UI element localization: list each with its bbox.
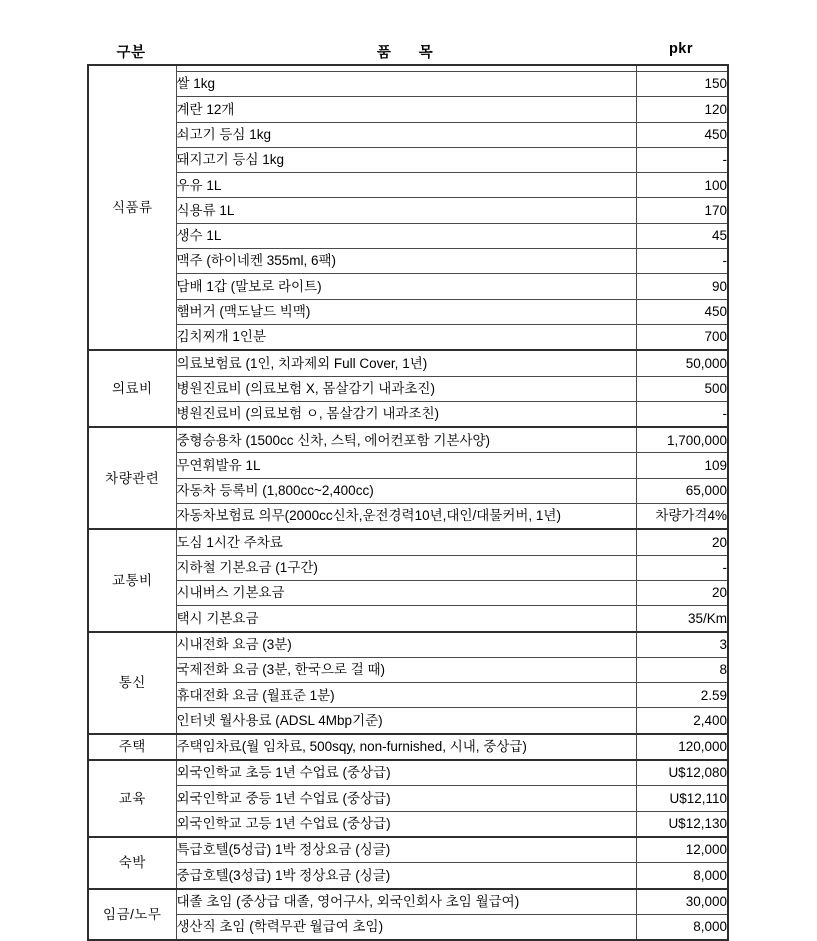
item-cell: 병원진료비 (의료보험 X, 몸살감기 내과초진) — [176, 376, 636, 401]
value-cell: 450 — [636, 122, 728, 147]
value-cell: 2.59 — [636, 683, 728, 708]
item-cell: 쇠고기 등심 1kg — [176, 122, 636, 147]
table-row — [88, 453, 728, 478]
item-cell: 시내버스 기본요금 — [176, 580, 636, 605]
table-row — [88, 889, 728, 915]
item-cell: 생산직 초임 (학력무관 월급여 초임) — [176, 914, 636, 940]
table-column-headers — [87, 41, 727, 62]
category-cell: 교통비 — [88, 529, 176, 631]
price-table — [87, 64, 729, 941]
table-row — [88, 786, 728, 811]
item-cell: 무연휘발유 1L — [176, 453, 636, 478]
table-row — [88, 734, 728, 760]
item-cell: 휴대전화 요금 (월표준 1분) — [176, 683, 636, 708]
value-cell: 150 — [636, 72, 728, 97]
category-cell: 식품류 — [88, 65, 176, 350]
item-cell: 지하철 기본요금 (1구간) — [176, 555, 636, 580]
value-cell: 8,000 — [636, 863, 728, 889]
category-cell: 의료비 — [88, 350, 176, 427]
table-row — [88, 837, 728, 863]
table-row — [88, 350, 728, 376]
table-row — [88, 555, 728, 580]
category-cell: 차량관련 — [88, 427, 176, 529]
value-cell: 65,000 — [636, 478, 728, 503]
value-cell: 45 — [636, 223, 728, 248]
table-row — [88, 401, 728, 427]
item-cell: 돼지고기 등심 1kg — [176, 147, 636, 172]
item-cell: 도심 1시간 주차료 — [176, 529, 636, 555]
item-cell: 시내전화 요금 (3분) — [176, 632, 636, 658]
item-cell: 중급호텔(3성급) 1박 정상요금 (싱글) — [176, 863, 636, 889]
item-cell: 외국인학교 중등 1년 수업료 (중상급) — [176, 786, 636, 811]
header-currency: pkr — [668, 41, 694, 57]
item-cell: 외국인학교 고등 1년 수업료 (중상급) — [176, 811, 636, 837]
value-cell: - — [636, 401, 728, 427]
value-cell: 500 — [636, 376, 728, 401]
item-cell: 택시 기본요금 — [176, 606, 636, 632]
item-cell: 햄버거 (맥도날드 빅맥) — [176, 299, 636, 324]
table-row — [88, 811, 728, 837]
table-row — [88, 147, 728, 172]
value-cell: U$12,130 — [636, 811, 728, 837]
item-cell: 맥주 (하이네켄 355ml, 6팩) — [176, 249, 636, 274]
value-cell: - — [636, 147, 728, 172]
table-row — [88, 122, 728, 147]
table-row — [88, 863, 728, 889]
table-row — [88, 299, 728, 324]
table-row — [88, 683, 728, 708]
value-cell: 12,000 — [636, 837, 728, 863]
table-row — [88, 376, 728, 401]
item-cell: 담배 1갑 (말보로 라이트) — [176, 274, 636, 299]
value-cell: 차량가격4% — [636, 504, 728, 530]
category-cell: 교육 — [88, 760, 176, 837]
item-cell: 주택임차료(월 임차료, 500sqy, non-furnished, 시내, 중상급) — [176, 734, 636, 760]
value-cell: 700 — [636, 324, 728, 350]
category-cell: 임금/노무 — [88, 889, 176, 941]
item-cell: 자동차 등록비 (1,800cc~2,400cc) — [176, 478, 636, 503]
item-cell: 병원진료비 (의료보험 ㅇ, 몸살감기 내과조친) — [176, 401, 636, 427]
item-cell: 생수 1L — [176, 223, 636, 248]
table-row — [88, 580, 728, 605]
table-row — [88, 324, 728, 350]
value-cell: 20 — [636, 580, 728, 605]
item-cell: 쌀 1kg — [176, 72, 636, 97]
header-category: 구분 — [116, 45, 146, 61]
value-cell: 2,400 — [636, 708, 728, 734]
item-cell: 특급호텔(5성급) 1박 정상요금 (싱글) — [176, 837, 636, 863]
item-cell: 외국인학교 초등 1년 수업료 (중상급) — [176, 760, 636, 786]
value-cell: - — [636, 555, 728, 580]
item-cell: 의료보험료 (1인, 치과제외 Full Cover, 1년) — [176, 350, 636, 376]
value-cell: U$12,080 — [636, 760, 728, 786]
value-cell: 450 — [636, 299, 728, 324]
item-cell: 식용류 1L — [176, 198, 636, 223]
table-row — [88, 708, 728, 734]
value-cell: 20 — [636, 529, 728, 555]
table-row — [88, 606, 728, 632]
category-cell: 통신 — [88, 632, 176, 734]
table-row — [88, 427, 728, 453]
table-row — [88, 72, 728, 97]
value-cell: 50,000 — [636, 350, 728, 376]
value-cell: 120,000 — [636, 734, 728, 760]
value-cell: - — [636, 249, 728, 274]
value-cell: 35/Km — [636, 606, 728, 632]
value-cell: 1,700,000 — [636, 427, 728, 453]
value-cell: 170 — [636, 198, 728, 223]
table-row — [88, 657, 728, 682]
item-cell: 자동차보험료 의무(2000cc신차,운전경력10년,대인/대물커버, 1년) — [176, 504, 636, 530]
value-cell: U$12,110 — [636, 786, 728, 811]
item-cell: 대졸 초임 (중상급 대졸, 영어구사, 외국인회사 초임 월급여) — [176, 889, 636, 915]
table-row — [88, 223, 728, 248]
table-row — [88, 478, 728, 503]
table-row — [88, 529, 728, 555]
value-cell: 100 — [636, 173, 728, 198]
value-cell: 8 — [636, 657, 728, 682]
table-row — [88, 914, 728, 940]
category-cell: 숙박 — [88, 837, 176, 889]
item-cell: 국제전화 요금 (3분, 한국으로 걸 때) — [176, 657, 636, 682]
item-cell: 김치찌개 1인분 — [176, 324, 636, 350]
table-row — [88, 198, 728, 223]
category-cell: 주택 — [88, 734, 176, 760]
item-cell: 계란 12개 — [176, 97, 636, 122]
value-cell: 109 — [636, 453, 728, 478]
table-row — [88, 760, 728, 786]
item-cell: 중형승용차 (1500cc 신차, 스틱, 에어컨포함 기본사양) — [176, 427, 636, 453]
price-table-body — [88, 65, 728, 940]
value-cell: 90 — [636, 274, 728, 299]
table-row — [88, 173, 728, 198]
item-cell: 우유 1L — [176, 173, 636, 198]
header-item: 품 목 — [376, 45, 434, 61]
table-row — [88, 632, 728, 658]
table-row — [88, 249, 728, 274]
value-cell: 120 — [636, 97, 728, 122]
value-cell: 30,000 — [636, 889, 728, 915]
table-row — [88, 97, 728, 122]
table-row — [88, 504, 728, 530]
item-cell: 인터넷 월사용료 (ADSL 4Mbp기준) — [176, 708, 636, 734]
value-cell: 3 — [636, 632, 728, 658]
table-row — [88, 274, 728, 299]
value-cell: 8,000 — [636, 914, 728, 940]
